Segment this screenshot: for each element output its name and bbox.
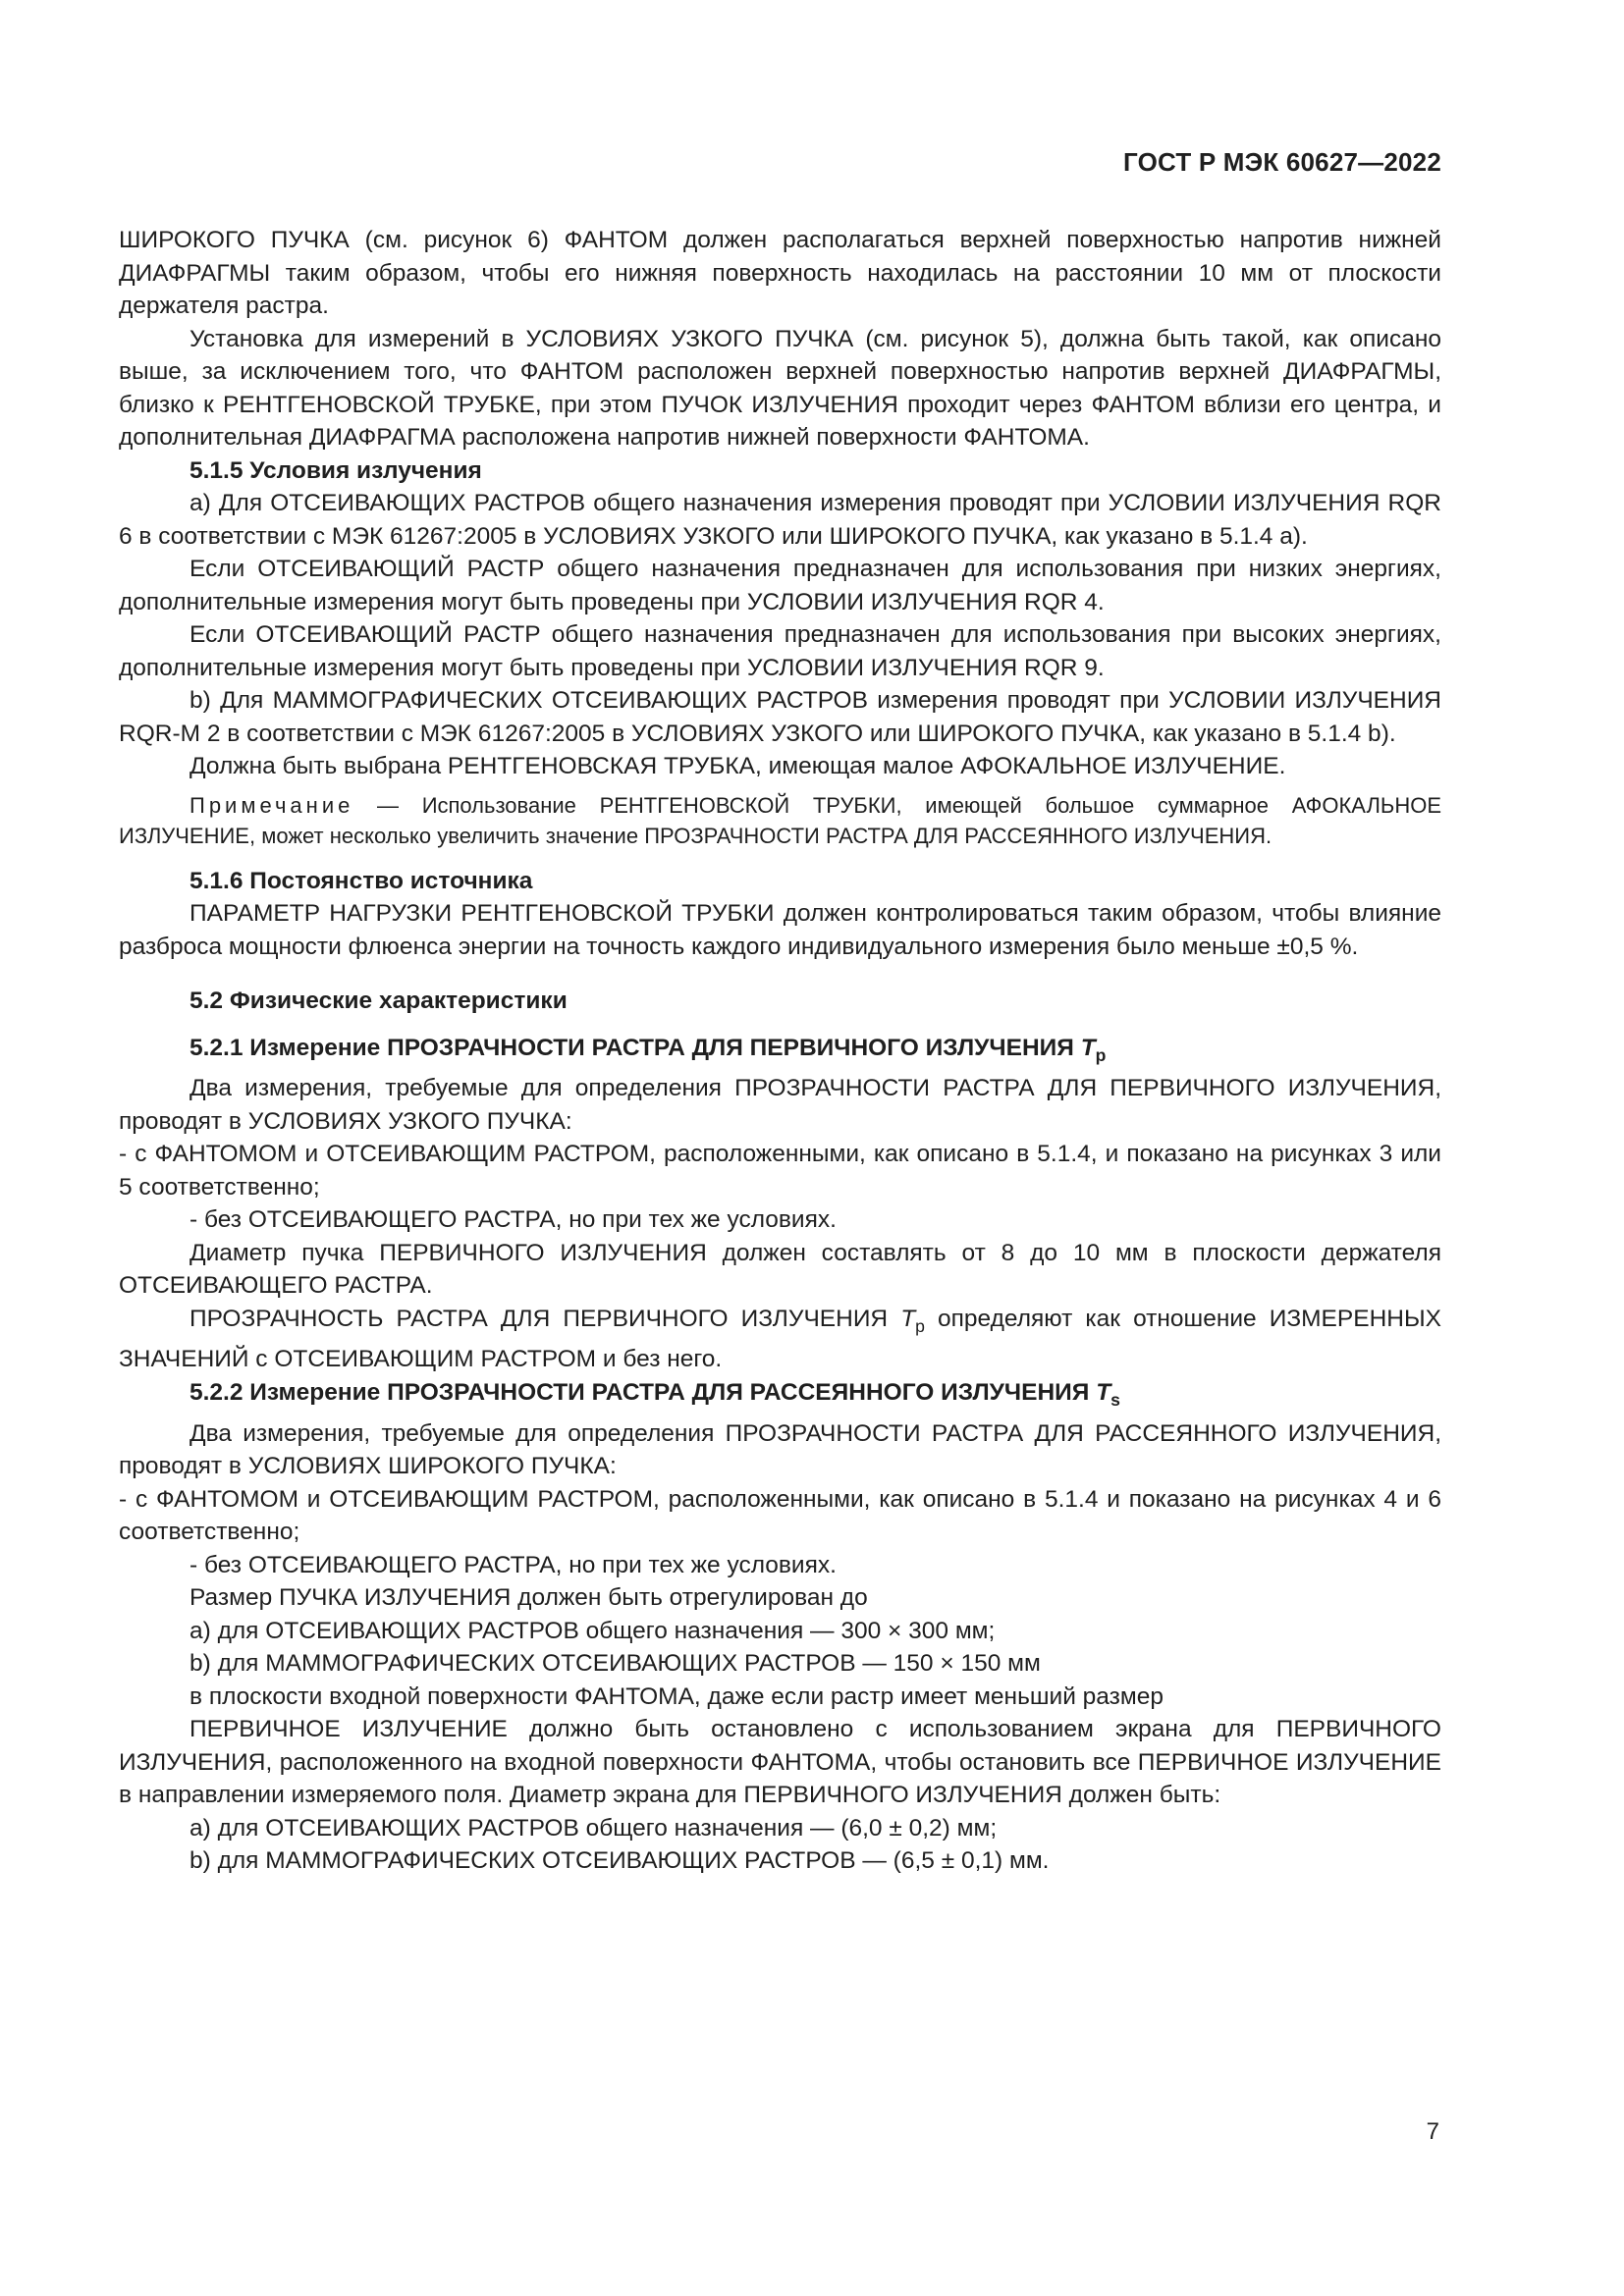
section-heading-5-1-5: 5.1.5 Условия излучения xyxy=(189,456,482,484)
paragraph: Установка для измерений в УСЛОВИЯХ УЗКОГО ПУЧКА (см. рисунок 5), должна быть такой, как описано выше, за исключением того, что ФАНТОМ расположен верхней поверхностью напротив верхней ДИАФРАГМЫ, близко к РЕНТГЕНОВСКОЙ ТРУБКЕ, при этом ПУЧОК ИЗЛУЧЕНИЯ проходит через ФАНТОМ вблизи его центра, и дополнительная ДИАФРАГМА расположена напротив нижней поверхности ФАНТОМА. xyxy=(119,325,1441,451)
subscript-s: s xyxy=(1110,1390,1120,1411)
heading-text: 5.2.2 Измерение ПРОЗРАЧНОСТИ РАСТРА ДЛЯ РАССЕЯННОГО ИЗЛУЧЕНИЯ xyxy=(189,1378,1097,1406)
symbol-t: T xyxy=(1080,1034,1096,1061)
document-body xyxy=(119,224,1441,1878)
note-text: — Использование РЕНТГЕНОВСКОЙ ТРУБКИ, имеющей большое суммарное АФОКАЛЬНОЕ ИЗЛУЧЕНИЕ, может несколько увеличить значение ПРОЗРАЧНОСТИ РАСТРА ДЛЯ РАССЕЯННОГО ИЗЛУЧЕНИЯ. xyxy=(119,792,1441,848)
paragraph: Если ОТСЕИВАЮЩИЙ РАСТР общего назначения предназначен для использования при низких энергиях, дополнительные измерения могут быть проведены при УСЛОВИИ ИЗЛУЧЕНИЯ RQR 4. xyxy=(119,556,1441,615)
standard-designation: ГОСТ Р МЭК 60627—2022 xyxy=(1122,147,1441,177)
subscript-p: p xyxy=(915,1315,925,1336)
paragraph: Если ОТСЕИВАЮЩИЙ РАСТР общего назначения предназначен для использования при высоких энергиях, дополнительные измерения могут быть проведены при УСЛОВИИ ИЗЛУЧЕНИЯ RQR 9. xyxy=(119,621,1441,681)
paragraph xyxy=(119,1303,1441,1376)
section-heading-5-2-2 xyxy=(119,1376,1441,1417)
paragraph: Два измерения, требуемые для определения ПРОЗРАЧНОСТИ РАСТРА ДЛЯ РАССЕЯННОГО ИЗЛУЧЕНИЯ, проводят в УСЛОВИЯХ ШИРОКОГО ПУЧКА: xyxy=(119,1419,1441,1480)
paragraph: b) Для МАММОГРАФИЧЕСКИХ ОТСЕИВАЮЩИХ РАСТРОВ измерения проводят при УСЛОВИИ ИЗЛУЧЕНИЯ RQR-M 2 в соответствии с МЭК 61267:2005 в УСЛОВИЯХ УЗКОГО или ШИРОКОГО ПУЧКА, как указано в 5.1.4 b). xyxy=(119,687,1441,747)
list-item: a) для ОТСЕИВАЮЩИХ РАСТРОВ общего назначения — 300 × 300 мм; xyxy=(189,1617,996,1644)
paragraph: ПЕРВИЧНОЕ ИЗЛУЧЕНИЕ должно быть остановлено с использованием экрана для ПЕРВИЧНОГО ИЗЛУЧЕНИЯ, расположенного на входной поверхности ФАНТОМА, чтобы остановить все ПЕРВИЧНОЕ ИЗЛУЧЕНИЕ в направлении измеряемого поля. Диаметр экрана для ПЕРВИЧНОГО ИЗЛУЧЕНИЯ должен быть: xyxy=(119,1716,1441,1809)
section-heading-5-1-6: 5.1.6 Постоянство источника xyxy=(189,867,533,894)
paragraph: a) Для ОТСЕИВАЮЩИХ РАСТРОВ общего назначения измерения проводят при УСЛОВИИ ИЗЛУЧЕНИЯ RQR 6 в соответствии с МЭК 61267:2005 в УСЛОВИЯХ УЗКОГО или ШИРОКОГО ПУЧКА, как указано в 5.1.4 a). xyxy=(119,490,1441,550)
paragraph: Два измерения, требуемые для определения ПРОЗРАЧНОСТИ РАСТРА ДЛЯ ПЕРВИЧНОГО ИЗЛУЧЕНИЯ, проводят в УСЛОВИЯХ УЗКОГО ПУЧКА: xyxy=(119,1075,1441,1135)
list-item: b) для МАММОГРАФИЧЕСКИХ ОТСЕИВАЮЩИХ РАСТРОВ — 150 × 150 мм xyxy=(189,1650,1041,1678)
symbol-t: T xyxy=(900,1305,916,1332)
text-part: определяют как отношение ИЗМЕРЕННЫХ ЗНАЧЕНИЙ с ОТСЕИВАЮЩИМ РАСТРОМ и без него. xyxy=(119,1305,1441,1373)
section-heading-5-2: 5.2 Физические характеристики xyxy=(189,988,568,1014)
list-item: - с ФАНТОМОМ и ОТСЕИВАЮЩИМ РАСТРОМ, расположенными, как описано в 5.1.4 и показано на рисунках 4 и 6 соответственно; xyxy=(119,1485,1441,1546)
page-number: 7 xyxy=(1426,2118,1439,2145)
section-heading-5-2-1 xyxy=(119,1032,1441,1073)
list-item: - с ФАНТОМОМ и ОТСЕИВАЮЩИМ РАСТРОМ, расположенными, как описано в 5.1.4, и показано на рисунках 3 или 5 соответственно; xyxy=(119,1141,1441,1201)
note-label: Примечание xyxy=(189,792,354,818)
note xyxy=(119,790,1441,851)
paragraph: ПАРАМЕТР НАГРУЗКИ РЕНТГЕНОВСКОЙ ТРУБКИ должен контролироваться таким образом, чтобы влияние разброса мощности флюенса энергии на точность каждого индивидуального измерения было меньше ±0,5 %. xyxy=(119,900,1441,960)
list-item: - без ОТСЕИВАЮЩЕГО РАСТРА, но при тех же условиях. xyxy=(189,1206,837,1234)
text-part: ПРОЗРАЧНОСТЬ РАСТРА ДЛЯ ПЕРВИЧНОГО ИЗЛУЧЕНИЯ xyxy=(189,1305,901,1332)
paragraph: ШИРОКОГО ПУЧКА (см. рисунок 6) ФАНТОМ должен располагаться верхней поверхностью напротив нижней ДИАФРАГМЫ таким образом, чтобы его нижняя поверхность находилась на расстоянии 10 мм от плоскости держателя растра. xyxy=(119,227,1441,319)
list-item: a) для ОТСЕИВАЮЩИХ РАСТРОВ общего назначения — (6,0 ± 0,2) мм; xyxy=(189,1814,998,1842)
paragraph: Размер ПУЧКА ИЗЛУЧЕНИЯ должен быть отрегулирован до xyxy=(189,1584,868,1612)
heading-text: 5.2.1 Измерение ПРОЗРАЧНОСТИ РАСТРА ДЛЯ ПЕРВИЧНОГО ИЗЛУЧЕНИЯ xyxy=(189,1034,1081,1061)
subscript-p: p xyxy=(1095,1044,1107,1065)
list-item: - без ОТСЕИВАЮЩЕГО РАСТРА, но при тех же условиях. xyxy=(189,1551,837,1578)
paragraph: Диаметр пучка ПЕРВИЧНОГО ИЗЛУЧЕНИЯ должен составлять от 8 до 10 мм в плоскости держателя ОТСЕИВАЮЩЕГО РАСТРА. xyxy=(119,1239,1441,1300)
paragraph: в плоскости входной поверхности ФАНТОМА, даже если растр имеет меньший размер xyxy=(189,1682,1164,1710)
symbol-t: T xyxy=(1096,1378,1111,1406)
list-item: b) для МАММОГРАФИЧЕСКИХ ОТСЕИВАЮЩИХ РАСТРОВ — (6,5 ± 0,1) мм. xyxy=(189,1847,1050,1875)
paragraph: Должна быть выбрана РЕНТГЕНОВСКАЯ ТРУБКА, имеющая малое АФОКАЛЬНОЕ ИЗЛУЧЕНИЕ. xyxy=(189,753,1286,779)
